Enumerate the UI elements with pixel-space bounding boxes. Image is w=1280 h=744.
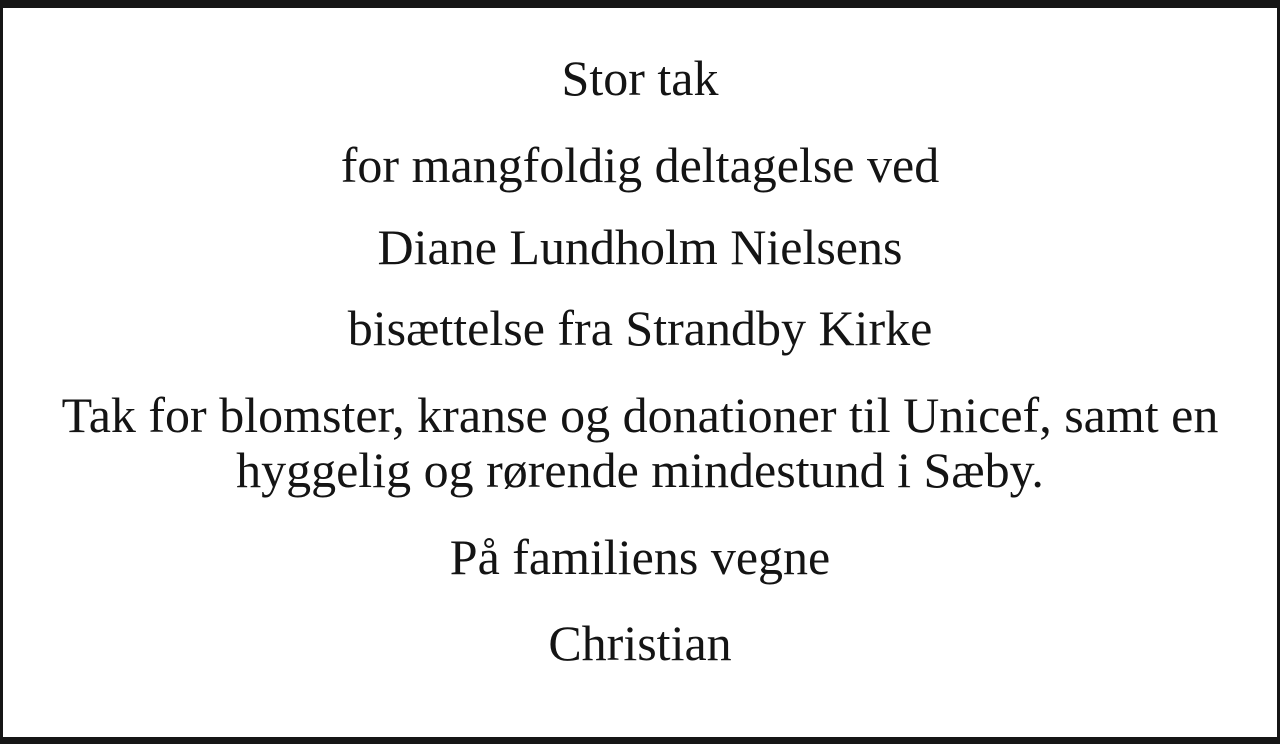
thanks-line-1: Tak for blomster, kranse og donationer til Unicef, samt en <box>61 387 1219 443</box>
notice-title: Stor tak <box>561 50 719 106</box>
notice-subtitle: for mangfoldig deltagelse ved <box>340 137 940 193</box>
closing-line: På familiens vegne <box>449 529 831 585</box>
thanks-paragraph <box>3 388 1277 498</box>
ceremony-line: bisættelse fra Strandby Kirke <box>347 300 933 356</box>
deceased-name: Diane Lundholm Nielsens <box>377 219 903 275</box>
signature-name: Christian <box>548 615 732 671</box>
thanks-line-2: hyggelig og rørende mindestund i Sæby. <box>236 442 1044 498</box>
